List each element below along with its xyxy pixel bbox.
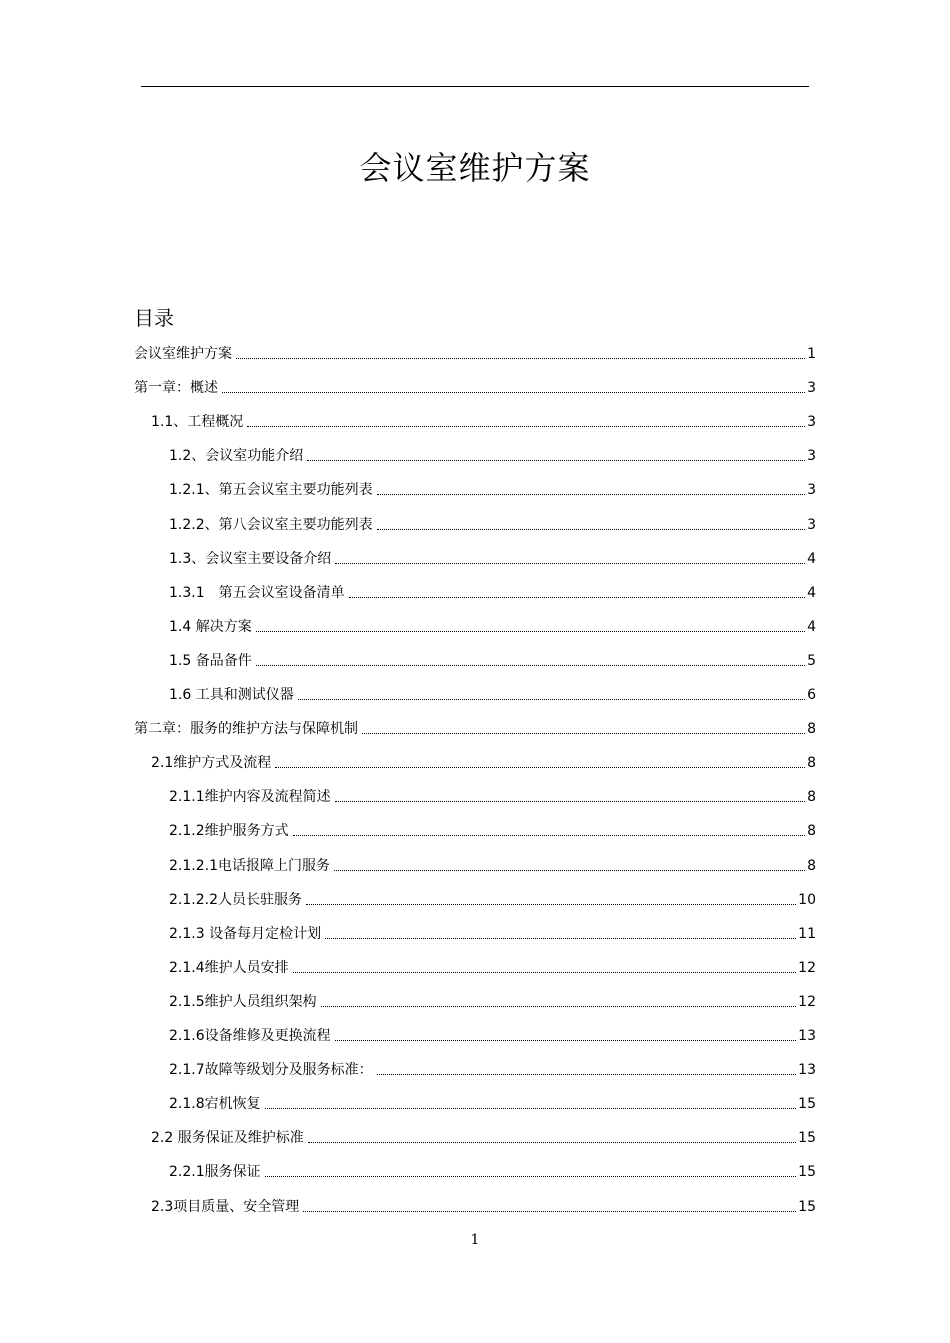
toc-entry-label: 1.2.2、第八会议室主要功能列表 xyxy=(169,516,373,533)
toc-entry-page: 6 xyxy=(807,687,816,703)
toc-entry-label: 2.2.1服务保证 xyxy=(169,1164,261,1181)
toc-entry-page: 15 xyxy=(798,1164,816,1181)
toc-entry-page: 15 xyxy=(798,1096,816,1113)
toc-entry[interactable] xyxy=(151,405,816,439)
toc-entry-label: 1.2.1、第五会议室主要功能列表 xyxy=(169,482,373,499)
toc-entry[interactable] xyxy=(169,1019,816,1053)
toc-entry-label: 2.1维护方式及流程 xyxy=(151,755,272,772)
toc-entry-label: 第一章：概述 xyxy=(134,380,218,397)
toc-leader-dots xyxy=(321,1005,797,1007)
toc-entry[interactable] xyxy=(169,951,816,985)
toc-entry[interactable] xyxy=(169,678,816,712)
toc-entry-label: 2.1.8宕机恢复 xyxy=(169,1096,261,1113)
toc-entry[interactable] xyxy=(169,849,816,883)
toc-entry-page: 13 xyxy=(798,1028,816,1044)
toc-entry-page: 3 xyxy=(807,482,816,499)
toc-leader-dots xyxy=(362,732,805,734)
toc-entry-label: 1.6 工具和测试仪器 xyxy=(169,687,294,703)
toc-leader-dots xyxy=(308,1141,796,1143)
toc-leader-dots xyxy=(293,971,797,973)
toc-entry[interactable] xyxy=(169,473,816,507)
toc-entry[interactable] xyxy=(134,712,816,746)
toc-leader-dots xyxy=(247,425,805,427)
toc-leader-dots xyxy=(275,766,805,768)
toc-leader-dots xyxy=(298,698,805,700)
toc-entry-label: 会议室维护方案 xyxy=(134,346,232,362)
toc-entry[interactable] xyxy=(169,610,816,644)
toc-leader-dots xyxy=(377,1073,797,1075)
toc-entry[interactable] xyxy=(151,746,816,780)
toc-entry-page: 4 xyxy=(807,618,816,635)
toc-leader-dots xyxy=(334,869,805,871)
header-rule xyxy=(141,86,809,87)
toc-entry[interactable] xyxy=(134,337,816,371)
toc-entry[interactable] xyxy=(169,542,816,576)
toc-leader-dots xyxy=(303,1210,796,1212)
toc-entry[interactable] xyxy=(169,576,816,610)
toc-entry-page: 10 xyxy=(798,891,816,908)
toc-entry[interactable] xyxy=(169,985,816,1019)
toc-entry-page: 8 xyxy=(807,755,816,772)
toc-leader-dots xyxy=(335,800,805,802)
toc-entry[interactable] xyxy=(169,883,816,917)
toc-entry-page: 8 xyxy=(807,857,816,874)
toc-entry-label: 2.1.2.1电话报障上门服务 xyxy=(169,857,330,874)
toc-leader-dots xyxy=(377,493,805,495)
toc-entry-label: 1.5 备品备件 xyxy=(169,652,252,669)
toc-heading: 目录 xyxy=(134,306,174,330)
toc-entry-label: 2.1.2.2人员长驻服务 xyxy=(169,891,302,908)
toc-entry-page: 12 xyxy=(798,993,816,1010)
toc-leader-dots xyxy=(335,1039,797,1041)
toc-entry[interactable] xyxy=(169,644,816,678)
toc-leader-dots xyxy=(349,596,805,598)
toc-entry-label: 2.1.7故障等级划分及服务标准： xyxy=(169,1062,373,1079)
toc-entry-label: 1.3、会议室主要设备介绍 xyxy=(169,550,332,567)
toc-entry-page: 4 xyxy=(807,584,816,601)
toc-leader-dots xyxy=(377,528,805,530)
toc-entry-label: 第二章：服务的维护方法与保障机制 xyxy=(134,721,358,738)
toc-entry-label: 1.1、工程概况 xyxy=(151,414,244,431)
toc-entry-label: 1.3.1 第五会议室设备清单 xyxy=(169,584,345,601)
toc-leader-dots xyxy=(307,459,805,461)
toc-entry-page: 3 xyxy=(807,414,816,431)
toc-entry-page: 12 xyxy=(798,959,816,976)
toc-entry-page: 13 xyxy=(798,1062,816,1079)
toc-entry-label: 2.1.1维护内容及流程简述 xyxy=(169,789,331,806)
document-title: 会议室维护方案 xyxy=(359,149,591,187)
toc-entry-label: 2.1.6设备维修及更换流程 xyxy=(169,1028,331,1044)
toc-entry-page: 11 xyxy=(798,925,816,942)
toc-entry[interactable] xyxy=(169,1053,816,1087)
toc-entry[interactable] xyxy=(169,814,816,848)
toc-entry-label: 1.4 解决方案 xyxy=(169,618,252,635)
toc-leader-dots xyxy=(325,937,796,939)
toc-leader-dots xyxy=(265,1175,797,1177)
toc-entry-page: 8 xyxy=(807,721,816,738)
toc-entry-page: 8 xyxy=(807,823,816,840)
page-number: 1 xyxy=(470,1232,480,1248)
toc-entry-page: 3 xyxy=(807,448,816,465)
toc-entry[interactable] xyxy=(169,508,816,542)
toc-leader-dots xyxy=(335,562,805,564)
toc-entry-label: 2.1.2维护服务方式 xyxy=(169,823,289,840)
toc-entry-label: 2.2 服务保证及维护标准 xyxy=(151,1130,304,1147)
toc-entry-label: 2.1.3 设备每月定检计划 xyxy=(169,925,322,942)
toc-entry-label: 2.3项目质量、安全管理 xyxy=(151,1198,300,1215)
toc-entry-page: 15 xyxy=(798,1130,816,1147)
toc-leader-dots xyxy=(293,834,805,836)
toc-entry-page: 8 xyxy=(807,789,816,806)
toc-entry-label: 2.1.5维护人员组织架构 xyxy=(169,993,317,1010)
toc-entry[interactable] xyxy=(169,917,816,951)
toc-leader-dots xyxy=(306,903,796,905)
toc-entry[interactable] xyxy=(151,1121,816,1155)
toc-entry-page: 1 xyxy=(807,346,816,362)
toc-entry-page: 15 xyxy=(798,1198,816,1215)
toc-entry-page: 5 xyxy=(807,652,816,669)
toc-leader-dots xyxy=(222,391,805,393)
toc-entry[interactable] xyxy=(169,1155,816,1189)
toc-entry[interactable] xyxy=(169,780,816,814)
toc-entry-label: 1.2、会议室功能介绍 xyxy=(169,448,304,465)
toc-entry-label: 2.1.4维护人员安排 xyxy=(169,959,289,976)
toc-entry[interactable] xyxy=(169,439,816,473)
toc-entry[interactable] xyxy=(169,1087,816,1121)
toc-entry[interactable] xyxy=(151,1190,816,1224)
toc-leader-dots xyxy=(256,664,805,666)
toc-entry-page: 3 xyxy=(807,380,816,397)
toc-entry[interactable] xyxy=(134,371,816,405)
toc-entry-page: 4 xyxy=(807,550,816,567)
toc-leader-dots xyxy=(265,1107,797,1109)
toc-entry-page: 3 xyxy=(807,516,816,533)
toc-leader-dots xyxy=(256,630,805,632)
toc-leader-dots xyxy=(236,357,805,359)
